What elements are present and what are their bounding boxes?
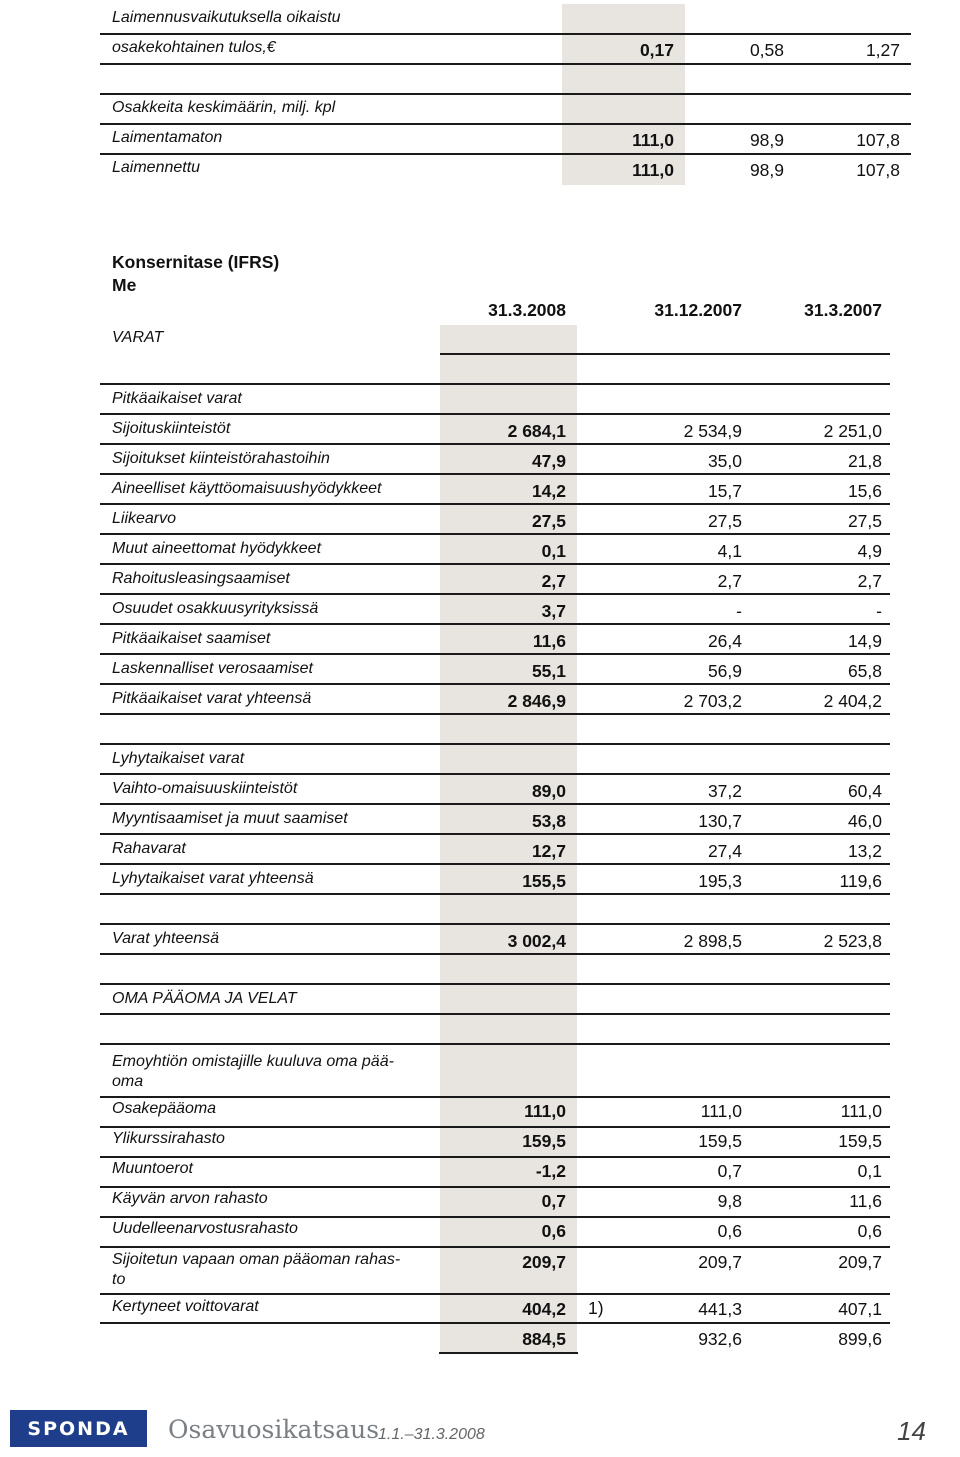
value-current: -1,2 <box>535 1161 566 1181</box>
value: 111,0 <box>840 1101 882 1121</box>
value-current: 3 002,4 <box>507 931 566 951</box>
eps-value-current: 111,0 <box>632 130 674 150</box>
divider <box>100 1013 890 1015</box>
eps-label: Osakkeita keskimäärin, milj. kpl <box>112 99 336 116</box>
row-label: OMA PÄÄOMA JA VELAT <box>112 990 297 1007</box>
value-current: 47,9 <box>531 451 566 471</box>
value-current: 2 684,1 <box>507 421 566 441</box>
value-current: 2 846,9 <box>507 691 566 711</box>
value: 27,5 <box>847 511 882 531</box>
column-header-31-3-2008: 31.3.2008 <box>488 300 566 320</box>
divider <box>100 983 890 985</box>
eps-value: 107,8 <box>856 130 900 150</box>
value: 60,4 <box>847 781 882 801</box>
value-current: 0,6 <box>541 1221 566 1241</box>
value-current: 404,2 <box>522 1299 566 1319</box>
balance-unit: Me <box>112 275 137 295</box>
value: 0,7 <box>717 1161 742 1181</box>
row-label: Muut aineettomat hyödykkeet <box>112 540 322 557</box>
value: 2,7 <box>717 571 742 591</box>
value: 407,1 <box>838 1299 882 1319</box>
value-current: 53,8 <box>531 811 566 831</box>
row-label: Aineelliset käyttöomaisuushyödykkeet <box>112 480 382 497</box>
divider <box>100 563 890 565</box>
value: 4,9 <box>857 541 882 561</box>
value: 13,2 <box>847 841 882 861</box>
divider <box>100 1293 890 1295</box>
row-label-continued: to <box>112 1271 126 1288</box>
divider <box>100 1096 890 1098</box>
value: - <box>876 601 882 621</box>
eps-value-current: 111,0 <box>632 160 674 180</box>
value-current: 209,7 <box>522 1252 566 1272</box>
eps-label: Laimennusvaikutuksella oikaistu <box>112 9 341 26</box>
value: 65,8 <box>847 661 882 681</box>
value: 159,5 <box>838 1131 882 1151</box>
eps-value: 0,58 <box>749 40 784 60</box>
value: 11,6 <box>849 1191 882 1211</box>
divider <box>100 833 890 835</box>
row-label: Osuudet osakkuusyrityksissä <box>112 600 319 617</box>
value-current: 2,7 <box>541 571 566 591</box>
divider <box>100 1216 890 1218</box>
value-current: 12,7 <box>531 841 566 861</box>
divider <box>100 593 890 595</box>
header-divider <box>440 353 890 355</box>
value: 2 534,9 <box>683 421 742 441</box>
value: 27,4 <box>707 841 742 861</box>
value-current: 159,5 <box>522 1131 566 1151</box>
divider <box>100 1322 890 1324</box>
value: - <box>736 601 742 621</box>
value: 441,3 <box>698 1299 742 1319</box>
value-current: 0,7 <box>541 1191 566 1211</box>
value-current: 55,1 <box>531 661 566 681</box>
column-header-31-12-2007: 31.12.2007 <box>654 300 742 320</box>
divider <box>100 153 911 155</box>
divider <box>100 683 890 685</box>
report-title: Osavuosikatsaus <box>168 1415 380 1444</box>
value: 15,6 <box>847 481 882 501</box>
row-label: Lyhytaikaiset varat <box>112 750 245 767</box>
report-period: 1.1.–31.3.2008 <box>378 1426 485 1443</box>
row-label: Emoyhtiön omistajille kuuluva oma pää- <box>112 1053 394 1070</box>
row-label: Myyntisaamiset ja muut saamiset <box>112 810 348 827</box>
row-label: Uudelleenarvostusrahasto <box>112 1220 298 1237</box>
value: 9,8 <box>717 1191 742 1211</box>
divider <box>100 713 890 715</box>
value: 119,6 <box>839 871 882 891</box>
eps-value: 1,27 <box>865 40 900 60</box>
row-label: Laskennalliset verosaamiset <box>112 660 313 677</box>
value: 2 251,0 <box>823 421 882 441</box>
value-current: 14,2 <box>531 481 566 501</box>
divider <box>100 503 890 505</box>
varat-label: VARAT <box>112 329 164 346</box>
value: 209,7 <box>838 1252 882 1272</box>
page-number: 14 <box>897 1416 926 1446</box>
sponda-logo-text: SPONDA <box>27 1418 130 1440</box>
value: 899,6 <box>838 1329 882 1349</box>
row-label: Kertyneet voittovarat <box>112 1298 259 1315</box>
eps-label: Laimennettu <box>112 159 201 176</box>
value: 932,6 <box>698 1329 742 1349</box>
divider <box>100 1186 890 1188</box>
divider <box>100 743 890 745</box>
value-current: 27,5 <box>531 511 566 531</box>
value-current: 0,1 <box>541 541 566 561</box>
row-label: Sijoituskiinteistöt <box>112 420 231 437</box>
row-label-continued: oma <box>112 1073 144 1090</box>
divider <box>100 773 890 775</box>
value: 27,5 <box>707 511 742 531</box>
divider <box>100 413 890 415</box>
value: 15,7 <box>707 481 742 501</box>
value: 21,8 <box>847 451 882 471</box>
divider <box>100 63 911 65</box>
divider <box>100 123 911 125</box>
value: 2 898,5 <box>683 931 742 951</box>
eps-label: Laimentamaton <box>112 129 223 146</box>
value: 35,0 <box>707 451 742 471</box>
row-label: Pitkäaikaiset saamiset <box>112 630 271 647</box>
value: 0,6 <box>717 1221 742 1241</box>
divider <box>100 953 890 955</box>
value: 4,1 <box>717 541 742 561</box>
divider <box>100 1043 890 1045</box>
row-label: Pitkäaikaiset varat yhteensä <box>112 690 312 707</box>
row-label: Sijoitetun vapaan oman pääoman rahas- <box>112 1251 401 1268</box>
divider <box>100 1246 890 1248</box>
value: 159,5 <box>698 1131 742 1151</box>
row-label: Rahavarat <box>112 840 186 857</box>
value: 2 523,8 <box>823 931 882 951</box>
divider <box>100 383 890 385</box>
row-label: Vaihto-omaisuuskiinteistöt <box>112 780 298 797</box>
value: 111,0 <box>700 1101 742 1121</box>
value: 56,9 <box>707 661 742 681</box>
value: 26,4 <box>707 631 742 651</box>
divider <box>100 653 890 655</box>
column-header-31-3-2007: 31.3.2007 <box>804 300 882 320</box>
value-current: 3,7 <box>541 601 566 621</box>
divider <box>100 863 890 865</box>
row-label: Käyvän arvon rahasto <box>112 1190 268 1207</box>
row-label: Sijoitukset kiinteistörahastoihin <box>112 450 330 467</box>
divider <box>100 473 890 475</box>
value-current: 89,0 <box>531 781 566 801</box>
divider <box>100 93 911 95</box>
value-current: 111,0 <box>524 1101 566 1121</box>
row-label: Ylikurssirahasto <box>112 1130 225 1147</box>
divider <box>100 803 890 805</box>
value: 37,2 <box>707 781 742 801</box>
value: 2,7 <box>857 571 882 591</box>
divider <box>100 33 911 35</box>
eps-value: 98,9 <box>749 130 784 150</box>
value: 0,6 <box>857 1221 882 1241</box>
divider <box>100 1126 890 1128</box>
sponda-logo <box>10 1410 147 1447</box>
value: 14,9 <box>847 631 882 651</box>
eps-value: 98,9 <box>749 160 784 180</box>
balance-title: Konsernitase (IFRS) <box>112 252 280 272</box>
divider <box>100 923 890 925</box>
value: 2 404,2 <box>823 691 882 711</box>
row-label: Pitkäaikaiset varat <box>112 390 242 407</box>
value-current: 884,5 <box>522 1329 566 1349</box>
row-label: Varat yhteensä <box>112 930 220 947</box>
row-label: Rahoitusleasingsaamiset <box>112 570 290 587</box>
row-label: Muuntoerot <box>112 1160 193 1177</box>
divider <box>100 533 890 535</box>
divider <box>100 893 890 895</box>
row-label: Osakepääoma <box>112 1100 217 1117</box>
eps-value: 107,8 <box>856 160 900 180</box>
value-current: 155,5 <box>522 871 566 891</box>
eps-value-current: 0,17 <box>639 40 674 60</box>
final-total-underline <box>439 1352 578 1354</box>
footnote-marker: 1) <box>588 1298 604 1318</box>
divider <box>100 1156 890 1158</box>
eps-label: osakekohtainen tulos,€ <box>112 39 276 56</box>
divider <box>100 443 890 445</box>
row-label: Liikearvo <box>112 510 177 527</box>
divider <box>100 623 890 625</box>
value: 209,7 <box>698 1252 742 1272</box>
value: 195,3 <box>698 871 742 891</box>
value: 130,7 <box>698 811 742 831</box>
value: 46,0 <box>847 811 882 831</box>
value-current: 11,6 <box>532 631 566 651</box>
row-label: Lyhytaikaiset varat yhteensä <box>112 870 314 887</box>
value: 2 703,2 <box>683 691 742 711</box>
value: 0,1 <box>857 1161 882 1181</box>
